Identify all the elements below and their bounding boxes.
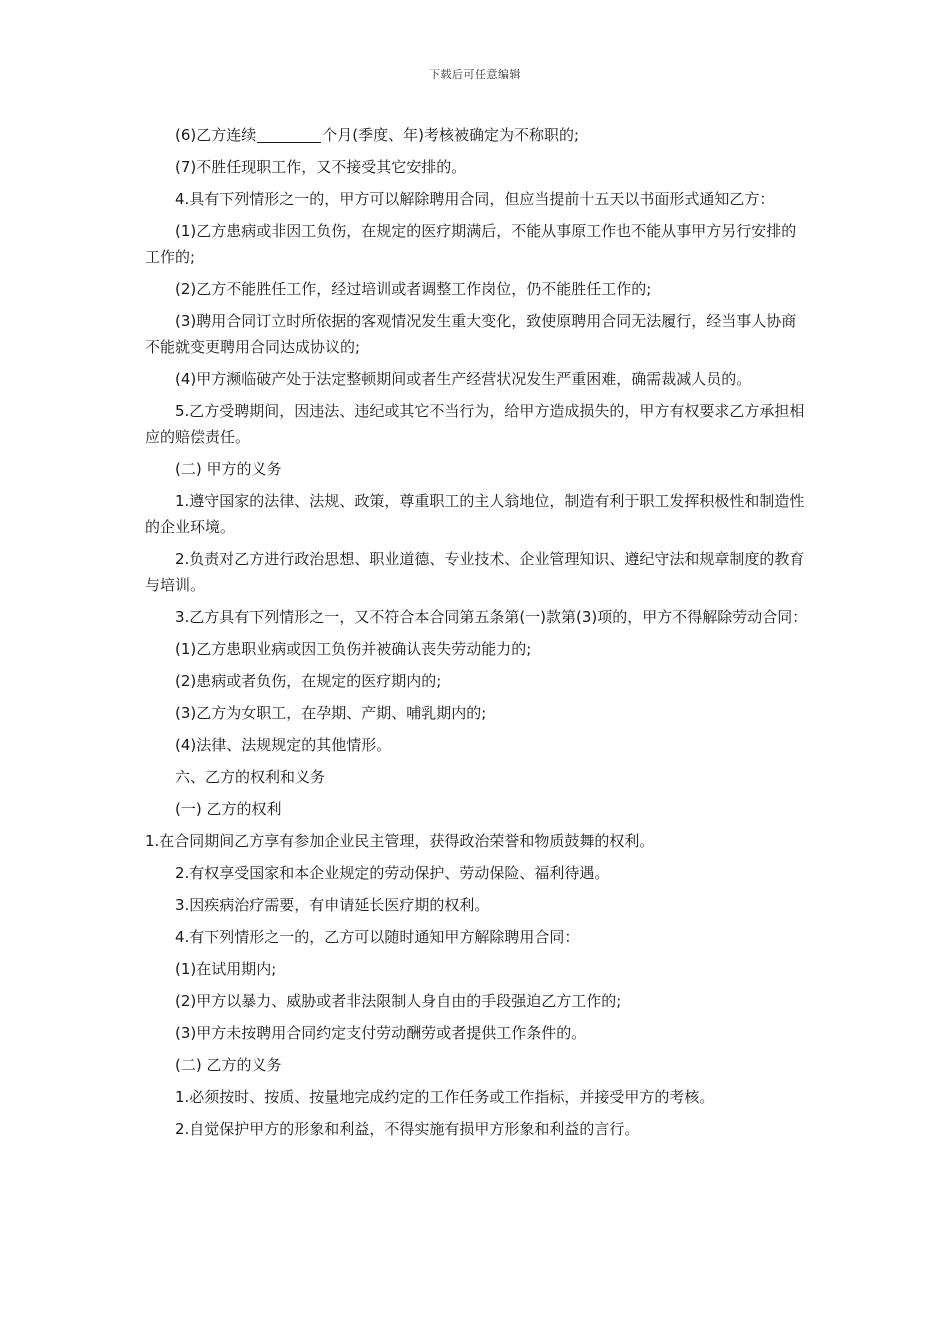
- document-body: [145, 122, 810, 1148]
- paragraph-text: 个月(季度、年)考核被确定为不称职的;: [322, 126, 580, 144]
- section-heading: (二) 甲方的义务: [175, 460, 282, 478]
- paragraph: (1)乙方患病或非因工负伤，在规定的医疗期满后，不能从事原工作也不能从事甲方另行安排的工作的;: [145, 222, 797, 266]
- paragraph: (1)乙方患职业病或因工负伤并被确认丧失劳动能力的;: [175, 640, 532, 658]
- paragraph: 4.有下列情形之一的，乙方可以随时通知甲方解除聘用合同：: [175, 928, 580, 946]
- paragraph: (7)不胜任现职工作，又不接受其它安排的。: [175, 158, 467, 176]
- paragraph: (2)乙方不能胜任工作，经过培训或者调整工作岗位，仍不能胜任工作的;: [175, 280, 652, 298]
- paragraph: (3)甲方未按聘用合同约定支付劳动酬劳或者提供工作条件的。: [175, 1024, 587, 1042]
- paragraph: (2)患病或者负伤，在规定的医疗期内的;: [175, 672, 442, 690]
- page-header: 下载后可任意编辑: [429, 68, 521, 81]
- paragraph: 1.在合同期间乙方享有参加企业民主管理，获得政治荣誉和物质鼓舞的权利。: [145, 832, 655, 850]
- paragraph: 3.乙方具有下列情形之一，又不符合本合同第五条第(一)款第(3)项的，甲方不得解除劳动合同：: [175, 608, 808, 626]
- paragraph-text: (6)乙方连续: [175, 126, 257, 144]
- paragraph: 1.必须按时、按质、按量地完成约定的工作任务或工作指标，并接受甲方的考核。: [175, 1088, 715, 1106]
- paragraph: (1)在试用期内;: [175, 960, 277, 978]
- section-heading: 六、乙方的权利和义务: [175, 768, 326, 786]
- paragraph: 3.因疾病治疗需要，有申请延长医疗期的权利。: [175, 896, 490, 914]
- paragraph: 2.自觉保护甲方的形象和利益，不得实施有损甲方形象和利益的言行。: [175, 1120, 640, 1138]
- paragraph: 5.乙方受聘期间，因违法、违纪或其它不当行为，给甲方造成损失的，甲方有权要求乙方承担相应的赔偿责任。: [145, 402, 805, 446]
- paragraph: 2.负责对乙方进行政治思想、职业道德、专业技术、企业管理知识、遵纪守法和规章制度的教育与培训。: [145, 550, 805, 594]
- section-heading: (一) 乙方的权利: [175, 800, 282, 818]
- paragraph: 2.有权享受国家和本企业规定的劳动保护、劳动保险、福利待遇。: [175, 864, 610, 882]
- paragraph: 1.遵守国家的法律、法规、政策，尊重职工的主人翁地位，制造有利于职工发挥积极性和制造性的企业环境。: [145, 492, 805, 536]
- paragraph: (4)甲方濒临破产处于法定整顿期间或者生产经营状况发生严重困难，确需裁减人员的。: [175, 370, 752, 388]
- fill-in-blank[interactable]: [257, 126, 321, 143]
- section-heading: (二) 乙方的义务: [175, 1056, 282, 1074]
- paragraph: 4.具有下列情形之一的，甲方可以解除聘用合同，但应当提前十五天以书面形式通知乙方：: [175, 190, 775, 208]
- paragraph: (3)乙方为女职工，在孕期、产期、哺乳期内的;: [175, 704, 487, 722]
- paragraph: (4)法律、法规规定的其他情形。: [175, 736, 392, 754]
- paragraph-clause-6: [145, 122, 810, 148]
- paragraph: (3)聘用合同订立时所依据的客观情况发生重大变化，致使原聘用合同无法履行，经当事人协商不能就变更聘用合同达成协议的;: [145, 312, 797, 356]
- paragraph: (2)甲方以暴力、威胁或者非法限制人身自由的手段强迫乙方工作的;: [175, 992, 622, 1010]
